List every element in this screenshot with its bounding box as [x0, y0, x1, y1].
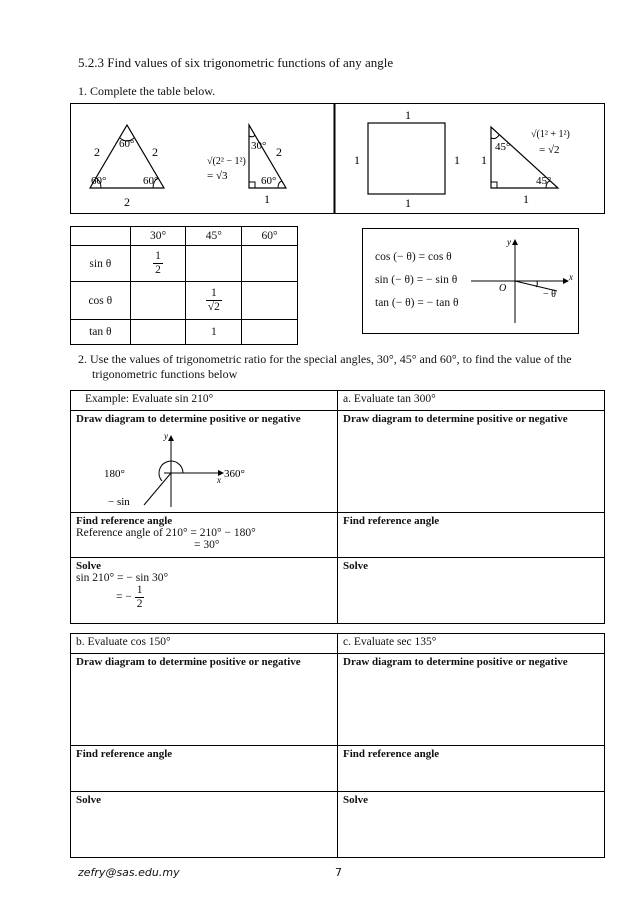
negative-angle-identities-box — [362, 228, 579, 334]
half-height-val: = √3 — [207, 170, 228, 182]
solve-line-2 — [76, 584, 332, 610]
identity-cos: cos (− θ) = cos θ — [375, 251, 452, 263]
right-angle-mark-2 — [491, 182, 497, 188]
triangles-box — [70, 103, 605, 214]
example-diagram-cell — [71, 411, 338, 513]
part-a-solve-cell[interactable] — [338, 558, 605, 624]
fraction-cos-45 — [206, 287, 222, 313]
axis-x-label: x — [569, 272, 573, 282]
axis-y-label: y — [507, 237, 511, 247]
half-bottom: 1 — [264, 192, 270, 206]
half-angle-bottom: 60° — [261, 175, 277, 187]
part-a-title: a. Evaluate tan 300° — [338, 391, 605, 411]
solve-label: Solve — [343, 560, 369, 572]
iso-hyp-val: = √2 — [539, 144, 560, 156]
square-top: 1 — [405, 108, 411, 122]
diagram-instruction: Draw diagram to determine positive or negative — [76, 656, 301, 668]
iso-hyp-expr: √(1² + 1²) — [531, 129, 570, 140]
row-label-cos: cos θ — [71, 282, 131, 320]
header-60: 60° — [242, 227, 298, 246]
question-1: 1. Complete the table below. — [78, 84, 216, 98]
worked-example-table — [70, 390, 605, 624]
eq-side-left: 2 — [94, 145, 100, 159]
example-solve-cell — [71, 558, 338, 624]
identity-sin: sin (− θ) = − sin θ — [375, 274, 458, 286]
solve-equals: = − — [116, 590, 132, 603]
angle-arc-45-top — [491, 135, 499, 139]
iso-angle-bottom: 45° — [536, 175, 552, 187]
question-2-line-1: 2. Use the values of trigonometric ratio for the special angles, 30°, 45° and 60°, to find the value of the — [78, 352, 572, 366]
angle-arc-60 — [278, 181, 282, 188]
cell-cos-60[interactable] — [242, 282, 298, 320]
square-bottom: 1 — [405, 196, 411, 210]
part-c-solve-cell[interactable] — [338, 792, 605, 858]
eq-angle-right: 60° — [143, 175, 159, 187]
solve-label: Solve — [343, 794, 369, 806]
cell-sin-30[interactable] — [130, 246, 186, 282]
unit-square — [368, 123, 445, 194]
sign-label: − sin — [108, 496, 130, 507]
part-c-title: c. Evaluate sec 135° — [338, 634, 605, 654]
corner-cell — [71, 227, 131, 246]
part-c-diagram-cell[interactable] — [338, 654, 605, 746]
iso-angle-top: 45° — [495, 141, 511, 153]
part-b-reference-cell[interactable] — [71, 746, 338, 792]
reference-line-1: Reference angle of 210° = 210° − 180° — [76, 527, 256, 539]
solve-fraction — [135, 584, 145, 610]
iso-bottom: 1 — [523, 192, 529, 206]
part-b-title: b. Evaluate cos 150° — [71, 634, 338, 654]
solve-label: Solve — [76, 794, 102, 806]
cell-tan-45[interactable]: 1 — [186, 320, 242, 345]
fraction-denominator: 2 — [136, 597, 143, 610]
reference-angle-label: Find reference angle — [76, 748, 173, 760]
reference-angle-label: Find reference angle — [343, 515, 440, 527]
eq-angle-top: 60° — [119, 138, 135, 150]
header-45: 45° — [186, 227, 242, 246]
origin-label: O — [499, 283, 507, 294]
cell-sin-60[interactable] — [242, 246, 298, 282]
fraction-numerator: 1 — [206, 287, 222, 301]
iso-left: 1 — [481, 153, 487, 167]
reference-line-2: = 30° — [194, 539, 220, 551]
example-title: Example: Evaluate sin 210° — [71, 391, 338, 411]
part-c-reference-cell[interactable] — [338, 746, 605, 792]
square-left: 1 — [354, 153, 360, 167]
solve-line-1: sin 210° = − sin 30° — [76, 572, 169, 584]
axis-x-label: x — [217, 475, 221, 485]
identity-tan: tan (− θ) = − tan θ — [375, 297, 459, 309]
page-number: 7 — [335, 866, 342, 879]
question-2 — [78, 352, 598, 382]
header-30: 30° — [130, 227, 186, 246]
axis-y-label: y — [164, 431, 168, 441]
half-angle-top: 30° — [251, 140, 267, 152]
right-angle-mark — [249, 182, 255, 188]
eq-angle-left: 60° — [91, 175, 107, 187]
diagram-instruction: Draw diagram to determine positive or negative — [343, 656, 568, 668]
part-b-solve-cell[interactable] — [71, 792, 338, 858]
fraction-denominator: √2 — [207, 301, 220, 313]
cell-tan-60[interactable] — [242, 320, 298, 345]
half-hyp: 2 — [276, 145, 282, 159]
fraction-numerator: 1 — [155, 250, 161, 263]
angle-360-label: 360° — [224, 468, 245, 480]
cell-cos-30[interactable] — [130, 282, 186, 320]
cell-tan-30[interactable] — [130, 320, 186, 345]
angle-arc-30 — [249, 135, 255, 137]
example-reference-cell — [71, 513, 338, 558]
y-axis-arrow-icon — [168, 435, 174, 441]
part-a-reference-cell[interactable] — [338, 513, 605, 558]
part-a-diagram-cell[interactable] — [338, 411, 605, 513]
diagram-instruction: Draw diagram to determine positive or negative — [343, 413, 568, 425]
square-right: 1 — [454, 153, 460, 167]
terminal-ray — [144, 473, 171, 505]
question-2-line-2: trigonometric functions below — [92, 367, 238, 381]
angle-180-label: 180° — [104, 468, 125, 480]
half-height-expr: √(2² − 1²) — [207, 156, 246, 167]
footer-email[interactable]: zefry@sas.edu.my — [78, 866, 180, 879]
y-axis-arrow-icon — [512, 239, 518, 245]
fraction-sin-30 — [153, 250, 163, 276]
section-heading: 5.2.3 Find values of six trigonometric functions of any angle — [78, 55, 394, 70]
fraction-denominator: 2 — [155, 264, 161, 276]
eq-side-bottom: 2 — [124, 195, 130, 209]
diagram-instruction: Draw diagram to determine positive or negative — [76, 413, 301, 425]
trig-value-table — [70, 226, 298, 345]
cell-cos-45[interactable] — [186, 282, 242, 320]
angle-label: − θ — [543, 289, 556, 300]
exercise-table — [70, 633, 605, 858]
reference-angle-label: Find reference angle — [343, 748, 440, 760]
reference-angle-label: Find reference angle — [76, 515, 173, 527]
solve-label: Solve — [76, 560, 102, 572]
example-quadrant-diagram — [76, 425, 326, 507]
row-label-tan: tan θ — [71, 320, 131, 345]
special-triangles-diagram — [71, 104, 604, 213]
cell-sin-45[interactable] — [186, 246, 242, 282]
negative-angle-diagram — [467, 233, 577, 329]
fraction-numerator: 1 — [136, 584, 143, 596]
angle-arc — [536, 281, 537, 287]
part-b-diagram-cell[interactable] — [71, 654, 338, 746]
row-label-sin: sin θ — [71, 246, 131, 282]
eq-side-right: 2 — [152, 145, 158, 159]
